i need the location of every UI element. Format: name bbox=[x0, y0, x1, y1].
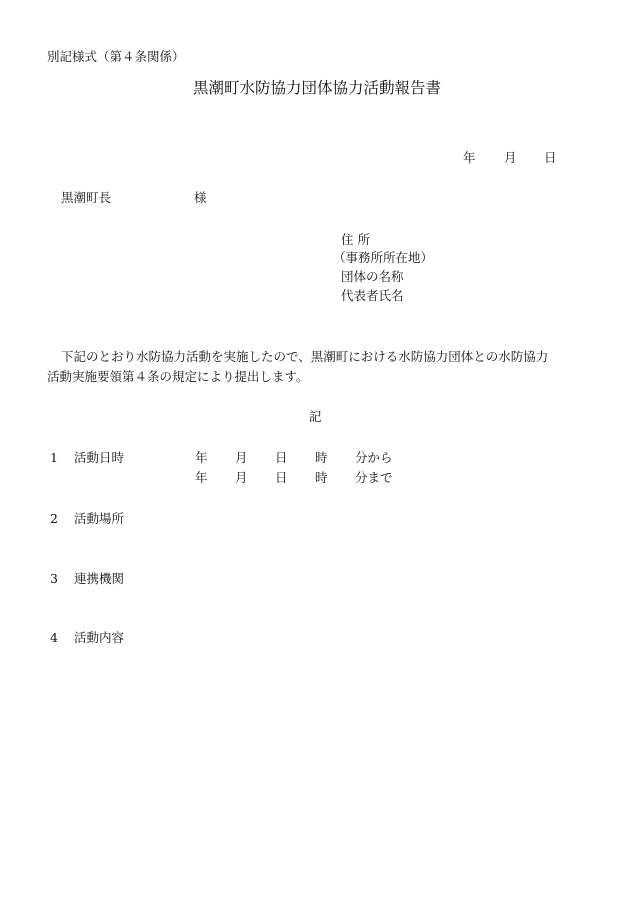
sender-address-label: 住 所 bbox=[341, 232, 370, 247]
item-number: 3 bbox=[50, 571, 58, 586]
end-day-label: 日 bbox=[275, 470, 288, 485]
form-label: 別記様式（第４条関係） bbox=[47, 49, 185, 64]
start-year-label: 年 bbox=[195, 450, 208, 465]
date-month-label: 月 bbox=[504, 150, 517, 165]
sender-org-name-label: 団体の名称 bbox=[341, 269, 404, 284]
ki-heading: 記 bbox=[309, 409, 322, 424]
addressee-name: 黒潮町長 bbox=[61, 190, 112, 205]
end-year-label: 年 bbox=[195, 470, 208, 485]
item-number: 1 bbox=[50, 450, 58, 465]
start-month-label: 月 bbox=[235, 450, 248, 465]
body-text-line-2: 活動実施要領第４条の規定により提出します。 bbox=[47, 369, 309, 384]
date-day-label: 日 bbox=[544, 150, 557, 165]
end-minute-label: 分まで bbox=[355, 470, 393, 485]
item-number: 4 bbox=[50, 630, 58, 645]
item-label: 活動場所 bbox=[74, 511, 125, 526]
document-title: 黒潮町水防協力団体協力活動報告書 bbox=[193, 79, 442, 97]
item-label: 連携機関 bbox=[74, 571, 125, 586]
start-hour-label: 時 bbox=[315, 450, 328, 465]
sender-office-label: （事務所所在地） bbox=[333, 250, 434, 265]
date-year-label: 年 bbox=[463, 150, 476, 165]
item-number: 2 bbox=[50, 511, 58, 526]
start-day-label: 日 bbox=[275, 450, 288, 465]
sender-rep-name-label: 代表者氏名 bbox=[341, 288, 404, 303]
body-text-line-1: 下記のとおり水防協力活動を実施したので、黒潮町における水防協力団体との水防協力 bbox=[61, 349, 549, 364]
end-hour-label: 時 bbox=[315, 470, 328, 485]
item-label: 活動日時 bbox=[74, 450, 125, 465]
start-minute-label: 分から bbox=[355, 450, 393, 465]
item-label: 活動内容 bbox=[74, 630, 125, 645]
addressee-honorific: 様 bbox=[194, 190, 207, 205]
end-month-label: 月 bbox=[235, 470, 248, 485]
